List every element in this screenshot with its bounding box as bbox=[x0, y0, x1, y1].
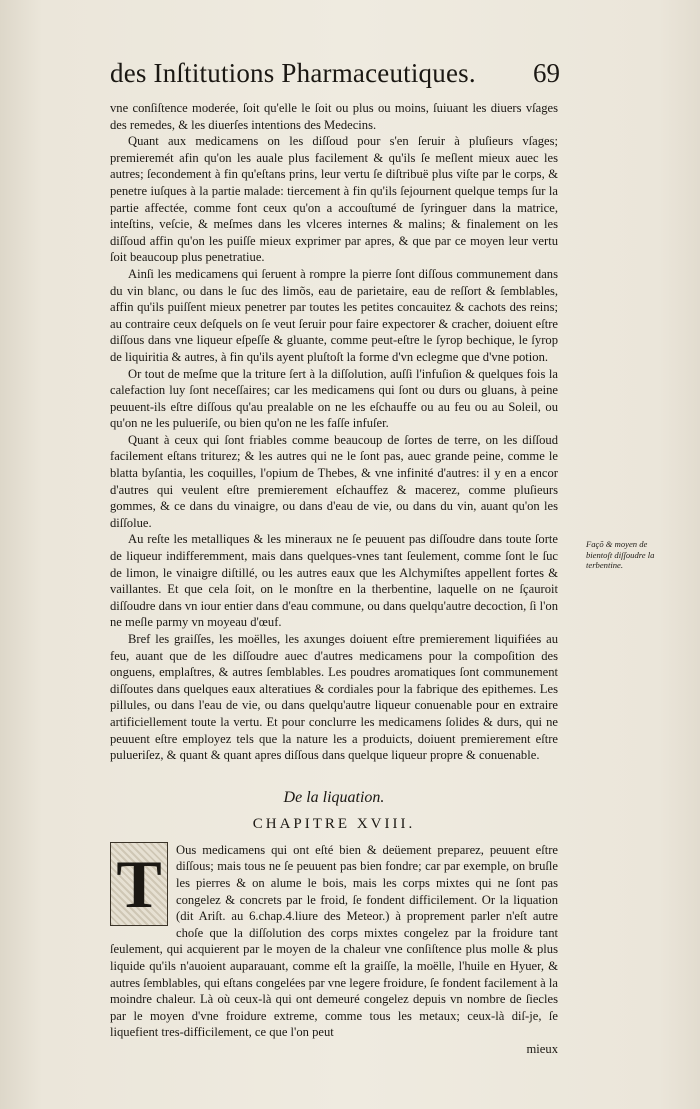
catchword: mieux bbox=[526, 1041, 558, 1056]
ornamental-dropcap bbox=[110, 842, 168, 926]
paragraph-6: Au reſte les metalliques & les mineraux ne ſe peuuent pas diſſoudre dans toute ſorte de liqueur indifferemment, mais dans quelques-vnes tant ſeulement, comme ſont le ſuc de limon, le vinaigre diſtillé, ou les autres eaux que les Alchymiſtes appellent fortes & vaillantes. Et que cela ſoit, on le monſtre en la therbentine, laquelle on ne ſçauroit diſſoudre dans vn iour entier dans d'eau commune, ou dans quelqu'autre decoction, ſi l'on ne meſle parmy vn moyeau d'œuf. bbox=[110, 532, 558, 630]
paragraph-7: Bref les graiſſes, les moëlles, les axunges doiuent eſtre premierement liquifiées au feu, auant que de les diſſoudre auec d'autres medicamens pour la compoſition des onguens, emplaſtres, & autres ſemblables. Les poudres aromatiques ſont communement diſſoutes dans quelques eaux alteratiues & cordiales pour la fabrique des epithemes. Les pillules, ou dans l'eau de vie, ou dans quelqu'autre liqueur conuenable pour en extraire artificiellement toute la vertu. Et pour conclurre les medicamens ſolides & durs, qui ne peuuent eſtre employez tels que la nature les a produicts, doiuent premierement eſtre pulueriſez, & quant & quant apres diſſous dans quelque liqueur propre & conuenable. bbox=[110, 632, 558, 763]
chapter-heading: CHAPITRE XVIII. bbox=[252, 815, 416, 832]
chapter-text: Ous medicamens qui ont eſté bien & deüement preparez, peuuent eſtre diſſous; mais tous ne ſe peuuent pas bien fondre; car par exemple, on bruſle les pierres & on alume le bois, mais les corps mixtes qui ne ſont pas congelez & concrets par le froid, ſe fondent difficilement. Or la liquation (dit Ariſt. au 6.chap.4.liure des Meteor.) à proprement parler n'eſt autre choſe que la diſſolution des corps mixtes congelez par la froidure tant ſeulement, qui acquierent par le moyen de la chaleur vne conſiſtence plus molle & plus liquide qu'ils n'auoient auparauant, comme eſt la graiſſe, la moëlle, l'huile en Hyuer, & autres ſemblables, qui eſtans congelées par vne legere froidure, ſe fondent facilement à la moindre chaleur. Là où ceux-là qui ont demeuré congelez depuis vn nombre de ſiecles par le moyen d'vne froidure extreme, comme tous les metaux; ceux-là diſ-je, ſe liquefient tres-difficilement, ce que l'on peut bbox=[110, 842, 558, 1040]
paragraph-2: Quant aux medicamens on les diſſoud pour s'en ſeruir à pluſieurs vſages; premieremét afin qu'on les auale plus facilement & qu'ils ſe meſlent mieux auec les autres; ſecondement à fin qu'eſtans prins, leur vertu ſe diſtribuë plus viſte par le corps, & penetre iuſques à la partie malade: tiercement à fin qu'ils ſejournent quelque temps ſur la partie affectée, comme font ceux qu'on a accouſtumé de ſyringuer dans la matrice, inteſtins, veſcie, & meſmes dans les vlceres internes & malins; & finalement on les diſſoud affin qu'on les puiſſe mieux exprimer par apres, & que par ce moyen leur vertu ſoit beaucoup plus penetratiue. bbox=[110, 134, 558, 265]
paragraph-4: Or tout de meſme que la triture ſert à la diſſolution, auſſi l'infuſion & quelques fois la calefaction luy ſont neceſſaires; car les medicamens qui ſont ou durs ou gluans, à peine peuuent-ils eſtre diſſous qu'au prealable on ne les eſchauffe ou au feu ou au Soleil, ou qu'on ne les pulueriſe, ou bien qu'on ne les faſſe infuſer. bbox=[110, 366, 558, 431]
page-number: 69 bbox=[533, 58, 560, 88]
dropcap-letter: T bbox=[116, 845, 162, 922]
paragraph-5: Quant à ceux qui ſont friables comme beaucoup de ſortes de terre, on les diſſoud facilement eſtans triturez; & les autres qui ne le ſont pas, auec grande peine, comme le blatta byſantia, les coquilles, l'opium de Thebes, & vne infinité d'autres: il y en a encor d'autres qui veulent eſtre premierement eſchauffez & macerez, comme pluſieurs gommes, & ce dans du vinaigre, ou dans d'eau de vie, ou dans du vin, auant qu'on les diſſolue. bbox=[110, 432, 558, 530]
margin-note: Façõ & moyen de bientoſt diſſoudre la terbentine. bbox=[586, 539, 655, 570]
paragraph-3: Ainſi les medicamens qui ſeruent à rompre la pierre ſont diſſous communement dans du vin blanc, ou dans le ſuc des limõs, eau de parietaire, eau de reſſort & ſemblables, affin qu'ils puiſſent mieux penetrer par toutes les petites concauitez & cachots des reins; au contraire ceux deſquels on ſe veut ſeruir pour faire expectorer & cracher, doiuent eſtre diſſous dans vne liqueur eſpeſſe & gluante, comme peut-eſtre le ſyrop bechique, le ſyrop de liquiritia & autres, à fin qu'ils ayent pluſtoſt la forme d'vn eclegme que d'vne potion. bbox=[110, 266, 558, 364]
running-header bbox=[110, 58, 560, 98]
section-title: De la liquation. bbox=[283, 788, 385, 806]
running-title: des Inſtitutions Pharmaceutiques. bbox=[110, 58, 476, 88]
paragraph-1: vne conſiſtence moderée, ſoit qu'elle le ſoit ou plus ou moins, ſuiuant les diuers vſages des remedes, & les diuerſes intentions des Medecins. bbox=[110, 101, 558, 132]
main-text bbox=[110, 100, 558, 1057]
